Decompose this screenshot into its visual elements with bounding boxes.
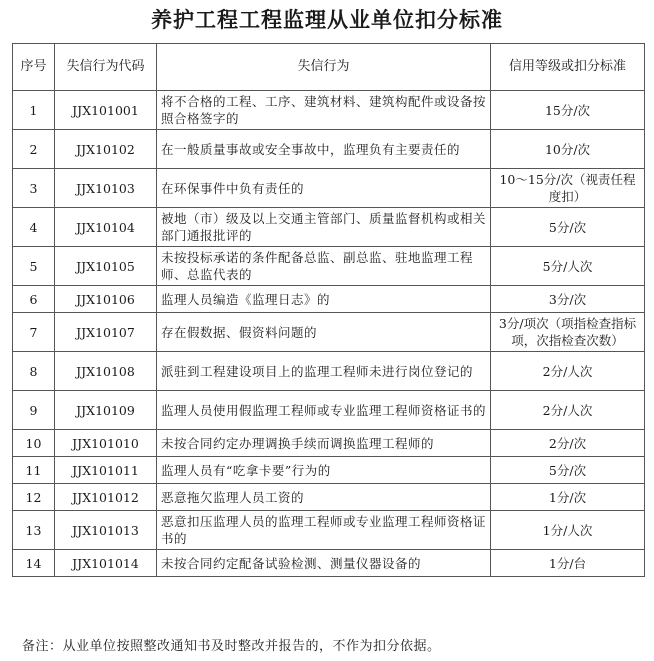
table-row — [13, 511, 645, 550]
row-desc: 未按投标承诺的条件配备总监、副总监、驻地监理工程师、总监代表的 — [157, 247, 491, 286]
deduction-standards-table — [12, 43, 645, 577]
row-std: 2分/人次 — [491, 352, 645, 391]
row-desc: 恶意拖欠监理人员工资的 — [157, 484, 491, 511]
row-seq: 14 — [13, 550, 55, 577]
row-code: JJX101011 — [55, 457, 157, 484]
row-desc: 监理人员有“吃拿卡要”行为的 — [157, 457, 491, 484]
row-desc: 监理人员编造《监理日志》的 — [157, 286, 491, 313]
row-code: JJX10103 — [55, 169, 157, 208]
row-code: JJX101001 — [55, 91, 157, 130]
row-seq: 10 — [13, 430, 55, 457]
table-row — [13, 247, 645, 286]
row-desc: 被地（市）级及以上交通主管部门、质量监督机构或相关部门通报批评的 — [157, 208, 491, 247]
row-seq: 1 — [13, 91, 55, 130]
table-row — [13, 352, 645, 391]
row-seq: 9 — [13, 391, 55, 430]
header-seq: 序号 — [13, 44, 55, 91]
row-seq: 4 — [13, 208, 55, 247]
row-desc: 恶意扣压监理人员的监理工程师或专业监理工程师资格证书的 — [157, 511, 491, 550]
row-code: JJX10108 — [55, 352, 157, 391]
row-desc: 未按合同约定配备试验检测、测量仪器设备的 — [157, 550, 491, 577]
row-seq: 7 — [13, 313, 55, 352]
row-code: JJX101010 — [55, 430, 157, 457]
row-desc: 在环保事件中负有责任的 — [157, 169, 491, 208]
row-code: JJX10107 — [55, 313, 157, 352]
row-code: JJX10109 — [55, 391, 157, 430]
row-seq: 3 — [13, 169, 55, 208]
header-desc: 失信行为 — [157, 44, 491, 91]
row-std: 5分/次 — [491, 208, 645, 247]
row-std: 1分/人次 — [491, 511, 645, 550]
table-row — [13, 484, 645, 511]
table-row — [13, 169, 645, 208]
row-std: 2分/次 — [491, 430, 645, 457]
row-std: 1分/台 — [491, 550, 645, 577]
table-row — [13, 91, 645, 130]
row-seq: 13 — [13, 511, 55, 550]
row-seq: 11 — [13, 457, 55, 484]
table-row — [13, 457, 645, 484]
row-std: 3分/项次（项指检查指标项，次指检查次数） — [491, 313, 645, 352]
table-row — [13, 130, 645, 169]
row-seq: 8 — [13, 352, 55, 391]
row-seq: 5 — [13, 247, 55, 286]
row-std: 5分/次 — [491, 457, 645, 484]
table-row — [13, 391, 645, 430]
row-desc: 在一般质量事故或安全事故中，监理负有主要责任的 — [157, 130, 491, 169]
row-desc: 监理人员使用假监理工程师或专业监理工程师资格证书的 — [157, 391, 491, 430]
row-code: JJX10106 — [55, 286, 157, 313]
row-desc: 未按合同约定办理调换手续而调换监理工程师的 — [157, 430, 491, 457]
row-code: JJX10102 — [55, 130, 157, 169]
row-std: 10～15分/次（视责任程度扣） — [491, 169, 645, 208]
row-std: 10分/次 — [491, 130, 645, 169]
row-seq: 2 — [13, 130, 55, 169]
row-desc: 将不合格的工程、工序、建筑材料、建筑构配件或设备按照合格签字的 — [157, 91, 491, 130]
row-code: JJX10104 — [55, 208, 157, 247]
row-std: 2分/人次 — [491, 391, 645, 430]
row-code: JJX101014 — [55, 550, 157, 577]
table-row — [13, 550, 645, 577]
row-seq: 6 — [13, 286, 55, 313]
row-code: JJX101012 — [55, 484, 157, 511]
footnote: 备注：从业单位按照整改通知书及时整改并报告的，不作为扣分依据。 — [22, 639, 441, 654]
header-code: 失信行为代码 — [55, 44, 157, 91]
table-row — [13, 430, 645, 457]
table-header-row — [13, 44, 645, 91]
table-row — [13, 286, 645, 313]
row-code: JJX10105 — [55, 247, 157, 286]
row-std: 3分/次 — [491, 286, 645, 313]
row-std: 5分/人次 — [491, 247, 645, 286]
row-desc: 派驻到工程建设项目上的监理工程师未进行岗位登记的 — [157, 352, 491, 391]
row-std: 1分/次 — [491, 484, 645, 511]
row-seq: 12 — [13, 484, 55, 511]
table-row — [13, 208, 645, 247]
row-std: 15分/次 — [491, 91, 645, 130]
header-std: 信用等级或扣分标准 — [491, 44, 645, 91]
row-code: JJX101013 — [55, 511, 157, 550]
table-row — [13, 313, 645, 352]
page-title: 养护工程工程监理从业单位扣分标准 — [151, 7, 503, 32]
row-desc: 存在假数据、假资料问题的 — [157, 313, 491, 352]
